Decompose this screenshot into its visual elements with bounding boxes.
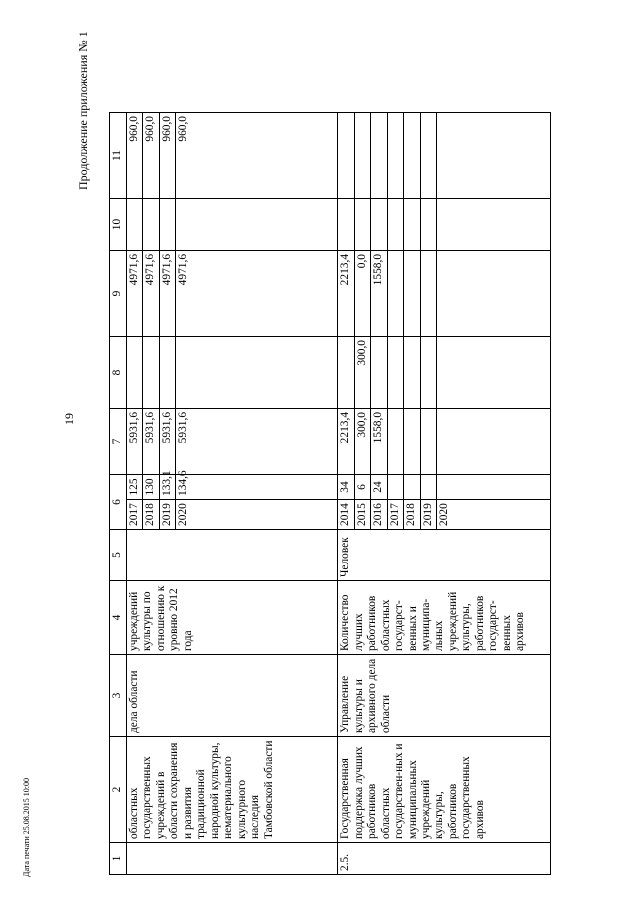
other-cell: 960,0 (127, 112, 143, 198)
header-col-3: 3 (110, 655, 127, 737)
other-cell: 960,0 (143, 112, 159, 198)
regional-cell: 1558,0 (371, 250, 387, 336)
regional-cell: 4971,6 (159, 250, 175, 336)
row2-executor: Управление культуры и архивного дела области (338, 655, 551, 737)
continuation-title: Продолжение приложения № 1 (76, 31, 90, 190)
value-cell (387, 474, 403, 499)
row1-description: областных государственных учреждений в области сохранения и развития традиционной народной культуры, нематериального культурного наследия Тамбовской области (127, 737, 338, 843)
other-cell: 960,0 (176, 112, 192, 198)
regional-cell (437, 250, 453, 336)
header-col-11: 11 (110, 112, 127, 198)
year-cell: 2019 (159, 500, 175, 530)
local-cell (420, 198, 436, 250)
total-cell: 2213,4 (338, 408, 354, 474)
regional-cell: 2213,4 (338, 250, 354, 336)
program-table (109, 112, 551, 875)
year-cell: 2017 (127, 500, 143, 530)
year-cell: 2015 (354, 500, 370, 530)
header-row (110, 112, 127, 874)
federal-cell (387, 336, 403, 408)
local-cell (127, 198, 143, 250)
value-cell (437, 474, 453, 499)
row1-executor: дела области (127, 655, 338, 737)
federal-cell (420, 336, 436, 408)
year-cell: 2019 (420, 500, 436, 530)
row2-unit: Человек (338, 530, 551, 581)
regional-cell: 4971,6 (176, 250, 192, 336)
table-row (127, 112, 143, 874)
value-cell: 130 (143, 474, 159, 499)
row1-number (127, 843, 338, 875)
year-cell: 2017 (387, 500, 403, 530)
header-col-7: 7 (110, 408, 127, 474)
other-cell (404, 112, 420, 198)
header-col-5: 5 (110, 530, 127, 581)
value-cell (420, 474, 436, 499)
other-cell (420, 112, 436, 198)
regional-cell: 0,0 (354, 250, 370, 336)
regional-cell (420, 250, 436, 336)
local-cell (143, 198, 159, 250)
regional-cell: 4971,6 (127, 250, 143, 336)
local-cell (354, 198, 370, 250)
local-cell (437, 198, 453, 250)
federal-cell (437, 336, 453, 408)
year-cell: 2014 (338, 500, 354, 530)
federal-cell (143, 336, 159, 408)
table-row (338, 112, 354, 874)
value-cell (404, 474, 420, 499)
header-col-9: 9 (110, 250, 127, 336)
header-col-1: 1 (110, 843, 127, 875)
value-cell: 6 (354, 474, 370, 499)
federal-cell (176, 336, 192, 408)
other-cell (371, 112, 387, 198)
local-cell (338, 198, 354, 250)
value-cell: 125 (127, 474, 143, 499)
value-cell: 133,1 (159, 474, 175, 499)
local-cell (159, 198, 175, 250)
year-cell: 2020 (176, 500, 192, 530)
other-cell (387, 112, 403, 198)
regional-cell (404, 250, 420, 336)
total-cell: 1558,0 (371, 408, 387, 474)
value-cell: 34 (338, 474, 354, 499)
local-cell (176, 198, 192, 250)
total-cell: 5931,6 (176, 408, 192, 474)
rotated-table-container (109, 115, 529, 875)
regional-cell: 4971,6 (143, 250, 159, 336)
federal-cell (338, 336, 354, 408)
header-col-6: 6 (110, 474, 127, 529)
local-cell (371, 198, 387, 250)
header-col-2: 2 (110, 737, 127, 843)
value-cell: 24 (371, 474, 387, 499)
total-cell: 5931,6 (159, 408, 175, 474)
year-cell: 2018 (143, 500, 159, 530)
year-cell: 2016 (371, 500, 387, 530)
regional-cell (387, 250, 403, 336)
total-cell (437, 408, 453, 474)
total-cell: 5931,6 (127, 408, 143, 474)
row2-number: 2.5. (338, 843, 551, 875)
total-cell (420, 408, 436, 474)
header-col-8: 8 (110, 336, 127, 408)
year-cell: 2020 (437, 500, 453, 530)
row2-description: Государственная поддержка лучших работников областных государствен-ных и муниципальных учреждений культуры, работников государственных архивов (338, 737, 551, 843)
other-cell (338, 112, 354, 198)
federal-cell: 300,0 (354, 336, 370, 408)
federal-cell (404, 336, 420, 408)
total-cell: 5931,6 (143, 408, 159, 474)
header-col-10: 10 (110, 198, 127, 250)
total-cell (387, 408, 403, 474)
row2-indicator: Количество лучших работников областных государст-венных и муниципа-льных учреждений культуры, работников государст-венных архивов (338, 581, 551, 655)
other-cell (437, 112, 453, 198)
header-col-4: 4 (110, 581, 127, 655)
page-number: 19 (62, 413, 76, 425)
other-cell: 960,0 (159, 112, 175, 198)
total-cell: 300,0 (354, 408, 370, 474)
federal-cell (371, 336, 387, 408)
row1-indicator: учреждений культуры по отношению к уровню 2012 года (127, 581, 338, 655)
other-cell (354, 112, 370, 198)
print-date: Дата печати 25.08.2015 10:00 (22, 778, 31, 877)
total-cell (404, 408, 420, 474)
federal-cell (159, 336, 175, 408)
value-cell: 134,6 (176, 474, 192, 499)
year-cell: 2018 (404, 500, 420, 530)
local-cell (387, 198, 403, 250)
local-cell (404, 198, 420, 250)
federal-cell (127, 336, 143, 408)
row1-unit (127, 530, 338, 581)
